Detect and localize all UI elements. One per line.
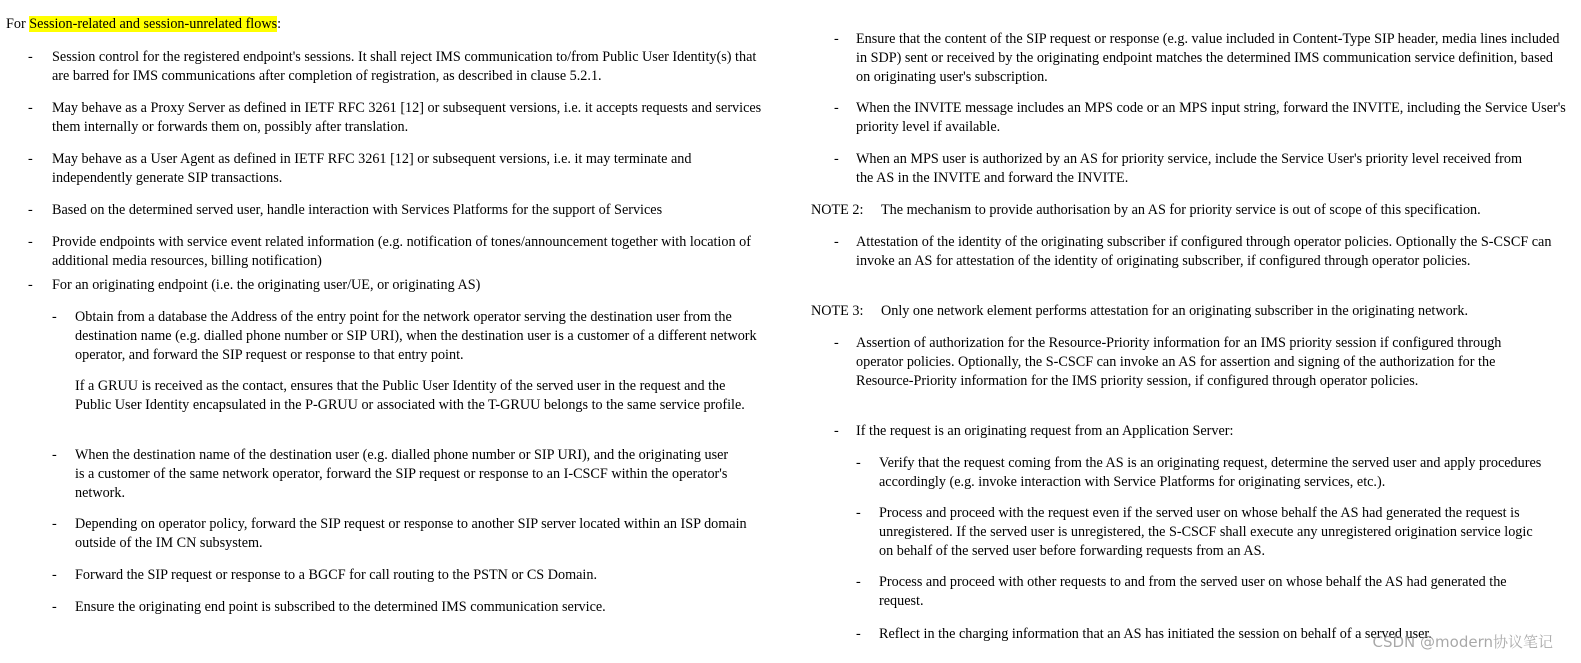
bullet-dash: - [834,335,839,351]
watermark: CSDN @modern协议笔记 [1372,633,1553,651]
list-item-text: When an MPS user is authorized by an AS for priority service, include the Service User's priority level received from the AS in the INVITE and forward the INVITE. [856,151,1523,186]
list-item-text: May behave as a User Agent as defined in IETF RFC 3261 [12] or subsequent versions, i.e. it may terminate and independently generate SIP transactions. [52,151,692,186]
sub-list-item-text: Forward the SIP request or response to a BGCF for call routing to the PSTN or CS Domain. [75,567,597,583]
bullet-dash: - [834,423,839,439]
sub-list-item-text: Depending on operator policy, forward the SIP request or response to another SIP server located within an ISP domain outside of the IM CN subsystem. [75,516,747,551]
bullet-dash: - [834,31,839,47]
bullet-dash: - [856,574,861,590]
list-item-text: For an originating endpoint (i.e. the originating user/UE, or originating AS) [52,277,481,293]
gruu-paragraph: If a GRUU is received as the contact, ensures that the Public User Identity of the served user in the request and the Public User Identity encapsulated in the P-GRUU or associated with the T-GRUU belongs to the same service profile. [75,378,745,413]
bullet-dash: - [52,567,57,583]
bullet-dash: - [52,447,57,463]
sub-list-item-text: When the destination name of the destination user (e.g. dialled phone number or SIP URI), and the originating user is a customer of the same network operator, forward the SIP request or response to an I-CSCF within the operator's network. [75,447,729,501]
list-item-text: Attestation of the identity of the originating subscriber if configured through operator policies. Optionally the S-CSCF can invoke an AS for attestation of the identity of originating subscriber, if configured through operator policies. [856,234,1552,269]
bullet-dash: - [28,49,33,65]
bullet-dash: - [856,455,861,471]
sub-list-item-text: Obtain from a database the Address of the entry point for the network operator serving the destination user from the destination name (e.g. dialled phone number or SIP URI), when the destination user is a customer of a different network operator, and forward the SIP request or response to that entry point. [75,309,757,363]
intro-prefix: For [6,16,30,32]
bullet-dash: - [28,277,33,293]
note-label: NOTE 2: [811,202,864,218]
intro-line [6,15,281,34]
bullet-dash: - [28,151,33,167]
sub-list-item-text: Process and proceed with the request even if the served user on whose behalf the AS had generated the request is unregistered. If the served user is unregistered, the S-CSCF shall execute any unregistered origination service logic on behalf of the served user before forwarding requests from an AS. [879,505,1533,559]
bullet-dash: - [52,309,57,325]
bullet-dash: - [834,151,839,167]
list-item-text: Ensure that the content of the SIP request or response (e.g. value included in Content-Type SIP header, media lines included in SDP) sent or received by the originating endpoint matches the determined IMS communication service definition, based on originating user's subscription. [856,31,1560,85]
list-item-text: Provide endpoints with service event related information (e.g. notification of tones/announcement together with location of additional media resources, billing notification) [52,234,751,269]
bullet-dash: - [52,599,57,615]
bullet-dash: - [52,516,57,532]
list-item-text: May behave as a Proxy Server as defined in IETF RFC 3261 [12] or subsequent versions, i.e. it accepts requests and services them internally or forwards them on, possibly after translation. [52,100,762,135]
sub-list-item-text: Reflect in the charging information that an AS has initiated the session on behalf of a served user. [879,626,1432,642]
bullet-dash: - [856,505,861,521]
bullet-dash: - [28,100,33,116]
list-item-text: Session control for the registered endpoint's sessions. It shall reject IMS communication to/from Public User Identity(s) that are barred for IMS communications after completion of registration, as described in clause 5.2.1. [52,49,757,84]
sub-list-item-text: Process and proceed with other requests to and from the served user on whose behalf the AS had generated the request. [879,574,1507,609]
bullet-dash: - [834,234,839,250]
list-item-text: When the INVITE message includes an MPS code or an MPS input string, forward the INVITE, including the Service User's priority level if available. [856,100,1566,135]
intro-suffix: : [277,16,282,32]
bullet-dash: - [28,202,33,218]
note-text: The mechanism to provide authorisation by an AS for priority service is out of scope of this specification. [881,202,1481,218]
note-text: Only one network element performs attestation for an originating subscriber in the originating network. [881,303,1469,319]
note-label: NOTE 3: [811,303,864,319]
list-item-text: If the request is an originating request from an Application Server: [856,423,1234,439]
highlighted-heading: Session-related and session-unrelated flows [29,16,278,32]
bullet-dash: - [834,100,839,116]
list-item-text: Assertion of authorization for the Resource-Priority information for an IMS priority session if configured through operator policies. Optionally, the S-CSCF can invoke an AS for assertion and signing of the authorization for the Resource-Priority information for the IMS priority session, if configured through operator policies. [856,335,1502,389]
sub-list-item-text: Verify that the request coming from the AS is an originating request, determine the served user and apply procedures accordingly (e.g. invoke interaction with Service Platforms for originating services, etc.). [879,455,1542,490]
sub-list-item-text: Ensure the originating end point is subscribed to the determined IMS communication service. [75,599,606,615]
bullet-dash: - [28,234,33,250]
bullet-dash: - [856,626,861,642]
list-item-text: Based on the determined served user, handle interaction with Services Platforms for the support of Services [52,202,663,218]
